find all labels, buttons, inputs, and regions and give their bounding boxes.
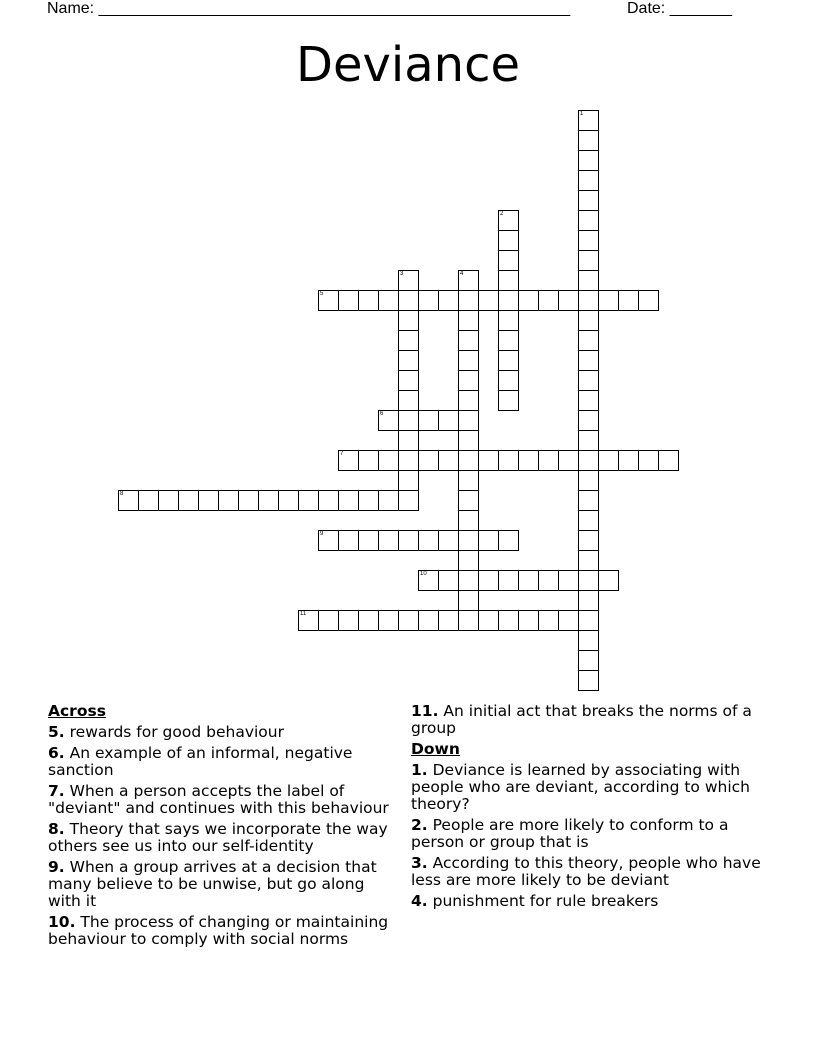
crossword-cell[interactable] — [338, 450, 359, 471]
crossword-cell[interactable] — [218, 490, 239, 511]
cell-number: 9 — [320, 531, 324, 537]
crossword-cell[interactable] — [578, 330, 599, 351]
crossword-cell[interactable] — [518, 610, 539, 631]
crossword-cell[interactable] — [578, 430, 599, 451]
clue-down-1 — [411, 762, 771, 813]
date-field[interactable]: Date: _______ — [627, 0, 732, 17]
crossword-cell[interactable] — [398, 490, 419, 511]
crossword-cell[interactable] — [418, 410, 439, 431]
crossword-cell[interactable] — [578, 410, 599, 431]
clue-across-5 — [48, 724, 400, 741]
crossword-cell[interactable] — [278, 490, 299, 511]
crossword-cell[interactable] — [238, 490, 259, 511]
crossword-cell[interactable] — [258, 490, 279, 511]
crossword-cell[interactable] — [118, 490, 139, 511]
crossword-cell[interactable] — [578, 170, 599, 191]
crossword-cell[interactable] — [318, 290, 339, 311]
crossword-cell[interactable] — [438, 610, 459, 631]
crossword-cell[interactable] — [458, 390, 479, 411]
crossword-cell[interactable] — [438, 290, 459, 311]
crossword-cell[interactable] — [338, 490, 359, 511]
clue-across-11 — [411, 703, 771, 737]
crossword-cell[interactable] — [498, 350, 519, 371]
crossword-cell[interactable] — [638, 450, 659, 471]
clue-down-3 — [411, 855, 771, 889]
crossword-cell[interactable] — [578, 570, 599, 591]
clue-across-10 — [48, 914, 400, 948]
crossword-cell[interactable] — [578, 670, 599, 691]
crossword-cell[interactable] — [458, 330, 479, 351]
crossword-cell[interactable] — [578, 210, 599, 231]
clue-text: People are more likely to conform to a person or group that is — [411, 816, 729, 851]
clue-down-2 — [411, 817, 771, 851]
clue-across-7 — [48, 783, 400, 817]
cell-number: 2 — [500, 211, 504, 217]
across-heading: Across — [48, 702, 106, 720]
clue-text: When a person accepts the label of "deviant" and continues with this behaviour — [48, 782, 389, 817]
clue-number: 5. — [48, 723, 65, 741]
crossword-cell[interactable] — [398, 470, 419, 491]
cell-number: 1 — [580, 111, 584, 117]
crossword-cell[interactable] — [578, 450, 599, 471]
clue-number: 6. — [48, 744, 65, 762]
crossword-cell[interactable] — [578, 550, 599, 571]
clue-number: 11. — [411, 702, 439, 720]
clue-text: rewards for good behaviour — [69, 723, 284, 741]
crossword-cell[interactable] — [418, 290, 439, 311]
crossword-cell[interactable] — [458, 530, 479, 551]
cell-number: 10 — [420, 571, 427, 577]
cell-number: 3 — [400, 271, 404, 277]
crossword-cell[interactable] — [458, 370, 479, 391]
crossword-cell[interactable] — [378, 490, 399, 511]
crossword-cell[interactable] — [398, 330, 419, 351]
crossword-cell[interactable] — [578, 530, 599, 551]
crossword-cell[interactable] — [578, 150, 599, 171]
crossword-cell[interactable] — [398, 450, 419, 471]
crossword-cell[interactable] — [578, 390, 599, 411]
crossword-cell[interactable] — [398, 290, 419, 311]
crossword-cell[interactable] — [338, 610, 359, 631]
crossword-cell[interactable] — [318, 530, 339, 551]
clue-number: 10. — [48, 913, 76, 931]
crossword-cell[interactable] — [598, 290, 619, 311]
crossword-cell[interactable] — [178, 490, 199, 511]
crossword-cell[interactable] — [398, 530, 419, 551]
crossword-cell[interactable] — [378, 450, 399, 471]
crossword-cell[interactable] — [338, 530, 359, 551]
crossword-cell[interactable] — [478, 570, 499, 591]
clue-text: According to this theory, people who have less are more likely to be deviant — [411, 854, 761, 889]
crossword-cell[interactable] — [458, 550, 479, 571]
crossword-cell[interactable] — [578, 490, 599, 511]
crossword-cell[interactable] — [558, 570, 579, 591]
crossword-cell[interactable] — [578, 610, 599, 631]
clue-across-6 — [48, 745, 400, 779]
crossword-cell[interactable] — [498, 210, 519, 231]
crossword-cell[interactable] — [578, 370, 599, 391]
crossword-cell[interactable] — [458, 350, 479, 371]
crossword-cell[interactable] — [578, 270, 599, 291]
crossword-cell[interactable] — [578, 510, 599, 531]
crossword-cell[interactable] — [398, 370, 419, 391]
cell-number: 4 — [460, 271, 464, 277]
clue-number: 2. — [411, 816, 428, 834]
crossword-cell[interactable] — [398, 610, 419, 631]
crossword-cell[interactable] — [398, 410, 419, 431]
crossword-cell[interactable] — [458, 470, 479, 491]
clues-right-column — [411, 703, 771, 914]
crossword-cell[interactable] — [538, 290, 559, 311]
clue-number: 9. — [48, 858, 65, 876]
crossword-cell[interactable] — [458, 410, 479, 431]
clue-number: 3. — [411, 854, 428, 872]
crossword-cell[interactable] — [418, 610, 439, 631]
crossword-cell[interactable] — [378, 530, 399, 551]
crossword-cell[interactable] — [578, 630, 599, 651]
crossword-cell[interactable] — [358, 610, 379, 631]
crossword-cell[interactable] — [578, 310, 599, 331]
clue-number: 8. — [48, 820, 65, 838]
clue-text: punishment for rule breakers — [432, 892, 659, 910]
crossword-cell[interactable] — [538, 450, 559, 471]
crossword-cell[interactable] — [578, 650, 599, 671]
cell-number: 5 — [320, 291, 324, 297]
crossword-cell[interactable] — [478, 530, 499, 551]
crossword-cell[interactable] — [358, 290, 379, 311]
crossword-cell[interactable] — [318, 610, 339, 631]
crossword-cell[interactable] — [418, 450, 439, 471]
crossword-cell[interactable] — [518, 290, 539, 311]
crossword-cell[interactable] — [438, 530, 459, 551]
crossword-cell[interactable] — [458, 510, 479, 531]
crossword-cell[interactable] — [578, 230, 599, 251]
crossword-cell[interactable] — [358, 450, 379, 471]
crossword-cell[interactable] — [398, 430, 419, 451]
crossword-cell[interactable] — [298, 610, 319, 631]
name-field[interactable]: Name: _____________________________________________________ — [47, 0, 571, 17]
page-title: Deviance — [296, 37, 520, 93]
crossword-cell[interactable] — [458, 430, 479, 451]
clue-down-4 — [411, 893, 771, 910]
crossword-cell[interactable] — [438, 410, 459, 431]
crossword-cell[interactable] — [198, 490, 219, 511]
crossword-cell[interactable] — [618, 290, 639, 311]
crossword-cell[interactable] — [398, 310, 419, 331]
crossword-cell[interactable] — [658, 450, 679, 471]
crossword-cell[interactable] — [558, 290, 579, 311]
crossword-cell[interactable] — [458, 610, 479, 631]
crossword-cell[interactable] — [498, 390, 519, 411]
crossword-cell[interactable] — [578, 470, 599, 491]
crossword-cell[interactable] — [458, 270, 479, 291]
crossword-cell[interactable] — [338, 290, 359, 311]
crossword-cell[interactable] — [498, 310, 519, 331]
crossword-cell[interactable] — [578, 290, 599, 311]
clue-text: Deviance is learned by associating with people who are deviant, according to which theory? — [411, 761, 750, 813]
crossword-cell[interactable] — [378, 610, 399, 631]
crossword-cell[interactable] — [298, 490, 319, 511]
clues-left-column — [48, 703, 400, 952]
crossword-cell[interactable] — [478, 450, 499, 471]
crossword-cell[interactable] — [358, 530, 379, 551]
crossword-cell[interactable] — [478, 610, 499, 631]
clue-across-8 — [48, 821, 400, 855]
crossword-cell[interactable] — [378, 290, 399, 311]
crossword-cell[interactable] — [518, 450, 539, 471]
cell-number: 11 — [300, 611, 307, 617]
clue-across-9 — [48, 859, 400, 910]
crossword-cell[interactable] — [398, 390, 419, 411]
crossword-cell[interactable] — [398, 270, 419, 291]
crossword-cell[interactable] — [558, 610, 579, 631]
cell-number: 7 — [340, 451, 344, 457]
crossword-cell[interactable] — [418, 530, 439, 551]
crossword-cell[interactable] — [158, 490, 179, 511]
crossword-cell[interactable] — [438, 450, 459, 471]
crossword-cell[interactable] — [538, 610, 559, 631]
crossword-cell[interactable] — [578, 110, 599, 131]
crossword-cell[interactable] — [438, 570, 459, 591]
cell-number: 6 — [380, 411, 384, 417]
crossword-cell[interactable] — [498, 610, 519, 631]
crossword-cell[interactable] — [518, 570, 539, 591]
crossword-cell[interactable] — [598, 570, 619, 591]
crossword-cell[interactable] — [498, 570, 519, 591]
crossword-cell[interactable] — [398, 350, 419, 371]
crossword-cell[interactable] — [558, 450, 579, 471]
down-heading: Down — [411, 740, 460, 758]
crossword-cell[interactable] — [578, 190, 599, 211]
clue-text: The process of changing or maintaining behaviour to comply with social norms — [48, 913, 389, 948]
crossword-cell[interactable] — [498, 290, 519, 311]
crossword-cell[interactable] — [498, 270, 519, 291]
crossword-cell[interactable] — [498, 370, 519, 391]
crossword-cell[interactable] — [618, 450, 639, 471]
crossword-cell[interactable] — [498, 230, 519, 251]
clue-text: An example of an informal, negative sanction — [48, 744, 353, 779]
crossword-cell[interactable] — [458, 490, 479, 511]
clue-number: 4. — [411, 892, 428, 910]
crossword-cell[interactable] — [498, 450, 519, 471]
clue-number: 7. — [48, 782, 65, 800]
clue-number: 1. — [411, 761, 428, 779]
clue-text: An initial act that breaks the norms of a group — [411, 702, 752, 737]
crossword-cell[interactable] — [498, 250, 519, 271]
crossword-cell[interactable] — [638, 290, 659, 311]
crossword-cell[interactable] — [578, 250, 599, 271]
crossword-cell[interactable] — [358, 490, 379, 511]
crossword-cell[interactable] — [578, 350, 599, 371]
crossword-cell[interactable] — [458, 310, 479, 331]
crossword-cell[interactable] — [598, 450, 619, 471]
crossword-cell[interactable] — [578, 590, 599, 611]
clue-text: When a group arrives at a decision that many believe to be unwise, but go along with it — [48, 858, 377, 910]
crossword-cell[interactable] — [478, 290, 499, 311]
crossword-cell[interactable] — [498, 530, 519, 551]
crossword-cell[interactable] — [458, 570, 479, 591]
crossword-cell[interactable] — [458, 590, 479, 611]
crossword-cell[interactable] — [578, 130, 599, 151]
crossword-cell[interactable] — [318, 490, 339, 511]
crossword-cell[interactable] — [538, 570, 559, 591]
crossword-cell[interactable] — [418, 570, 439, 591]
clue-text: Theory that says we incorporate the way others see us into our self-identity — [48, 820, 388, 855]
cell-number: 8 — [120, 491, 124, 497]
crossword-cell[interactable] — [378, 410, 399, 431]
crossword-cell[interactable] — [498, 330, 519, 351]
crossword-cell[interactable] — [138, 490, 159, 511]
crossword-cell[interactable] — [458, 290, 479, 311]
crossword-cell[interactable] — [458, 450, 479, 471]
